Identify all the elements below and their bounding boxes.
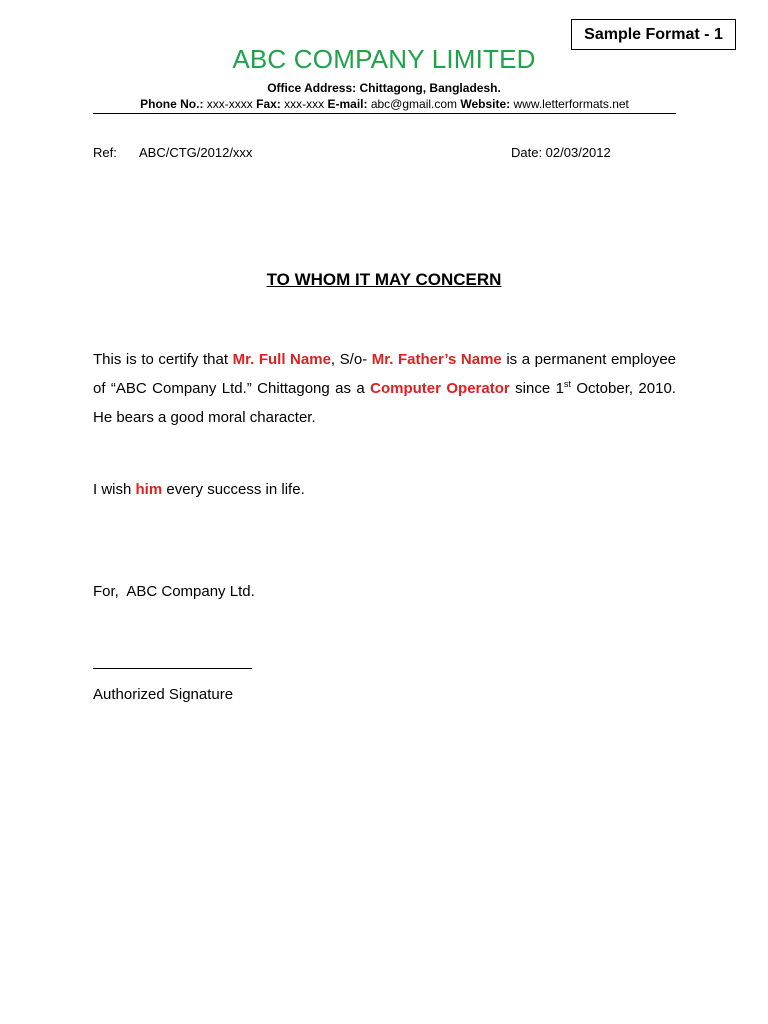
signature-label: Authorized Signature xyxy=(93,686,234,703)
office-address: Office Address: Chittagong, Bangladesh. xyxy=(267,81,501,95)
company-name: ABC COMPANY LIMITED xyxy=(232,44,536,74)
para-text: October, 2010. He bears a good moral character. xyxy=(93,380,676,426)
letter-title: TO WHOM IT MAY CONCERN xyxy=(266,270,502,289)
certification-paragraph xyxy=(93,345,676,432)
sample-format-label: Sample Format - 1 xyxy=(571,19,736,50)
phone-value: xxx-xxxx xyxy=(203,97,257,111)
para-text: is a permanent employee of “ABC Company Ltd.” Chittagong as a xyxy=(93,351,676,397)
wish-text: I wish xyxy=(93,481,136,498)
ref-label: Ref: xyxy=(93,145,117,160)
header-divider xyxy=(93,113,676,114)
fax-label: Fax: xyxy=(256,97,281,111)
contact-line xyxy=(93,97,676,111)
letter-date: Date: 02/03/2012 xyxy=(511,145,611,160)
email-label: E-mail: xyxy=(327,97,368,111)
pronoun-highlight: him xyxy=(135,481,163,498)
job-position: Computer Operator xyxy=(370,380,510,397)
para-text: This is to certify that xyxy=(93,351,233,368)
para-text: , S/o- xyxy=(330,351,372,368)
ordinal-suffix: st xyxy=(563,379,571,389)
website-label: Website: xyxy=(460,97,511,111)
for-company: For, ABC Company Ltd. xyxy=(93,583,255,600)
para-text: since 1 xyxy=(509,380,564,397)
email-value: abc@gmail.com xyxy=(367,97,461,111)
signature-line xyxy=(93,668,252,669)
wish-text: every success in life. xyxy=(162,481,305,498)
employee-name: Mr. Full Name xyxy=(232,351,331,368)
father-name: Mr. Father’s Name xyxy=(371,351,502,368)
website-value: www.letterformats.net xyxy=(510,97,629,111)
ref-value: ABC/CTG/2012/xxx xyxy=(139,145,253,160)
wish-line xyxy=(93,481,305,498)
phone-label: Phone No.: xyxy=(140,97,204,111)
fax-value: xxx-xxx xyxy=(280,97,328,111)
